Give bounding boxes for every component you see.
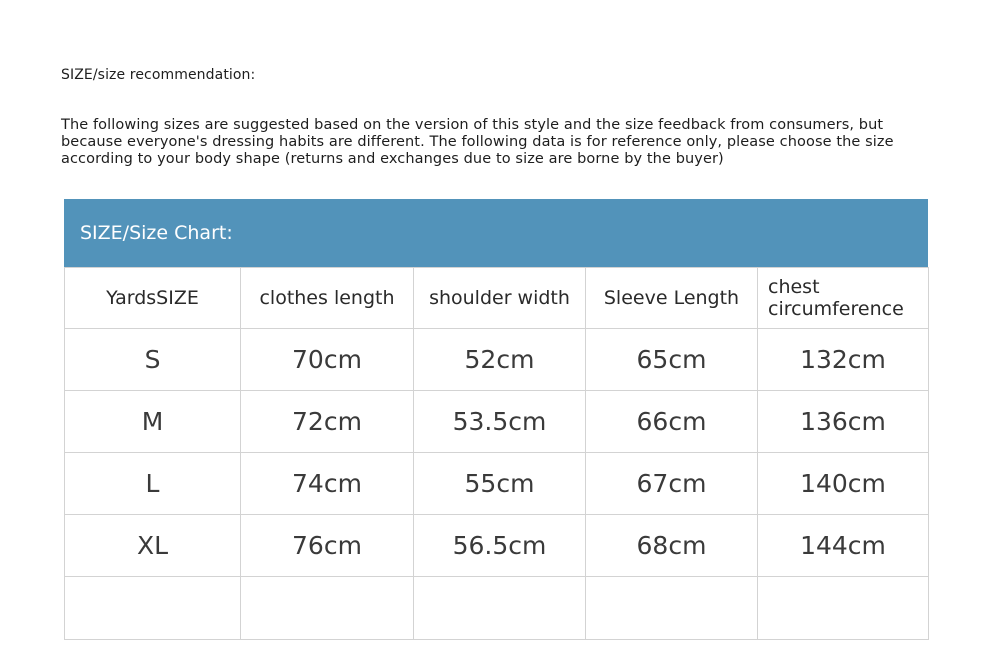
sleeve-length-cell: 65cm [586,329,758,391]
size-chart-title: SIZE/Size Chart: [80,222,233,244]
sleeve-length-cell: 66cm [586,391,758,453]
column-header-sleeve-length: Sleeve Length [586,268,758,329]
table-row [65,453,929,515]
column-header-shoulder-width: shoulder width [414,268,586,329]
shoulder-width-cell: 56.5cm [414,515,586,577]
sleeve-length-cell: 67cm [586,453,758,515]
clothes-length-cell: 76cm [241,515,414,577]
size-cell [65,577,241,640]
size-cell: XL [65,515,241,577]
clothes-length-cell: 72cm [241,391,414,453]
size-cell: S [65,329,241,391]
table-row [65,329,929,391]
chest-circumference-cell: 140cm [758,453,929,515]
size-cell: M [65,391,241,453]
sleeve-length-cell: 68cm [586,515,758,577]
table-row [65,391,929,453]
size-chart-header [64,199,928,267]
table-row [65,515,929,577]
column-header-clothes-length: clothes length [241,268,414,329]
chest-circumference-cell [758,577,929,640]
size-cell: L [65,453,241,515]
size-table [64,267,929,640]
chest-circumference-cell: 136cm [758,391,929,453]
shoulder-width-cell: 55cm [414,453,586,515]
clothes-length-cell [241,577,414,640]
table-header-row [65,268,929,329]
shoulder-width-cell [414,577,586,640]
chest-circumference-cell: 132cm [758,329,929,391]
size-recommendation-text: The following sizes are suggested based on the version of this style and the size feedback from consumers, but because everyone's dressing habits are different. The following data is for reference only, please choose the size according to your body shape (returns and exchanges due to size are borne by the buyer) [61,117,894,167]
size-recommendation-title: SIZE/size recommendation: [61,67,256,83]
shoulder-width-cell: 53.5cm [414,391,586,453]
clothes-length-cell: 74cm [241,453,414,515]
table-row [65,577,929,640]
column-header-size: YardsSIZE [65,268,241,329]
chest-circumference-cell: 144cm [758,515,929,577]
shoulder-width-cell: 52cm [414,329,586,391]
sleeve-length-cell [586,577,758,640]
column-header-chest-circumference: chest circumference [758,268,929,329]
clothes-length-cell: 70cm [241,329,414,391]
size-chart [64,199,928,640]
